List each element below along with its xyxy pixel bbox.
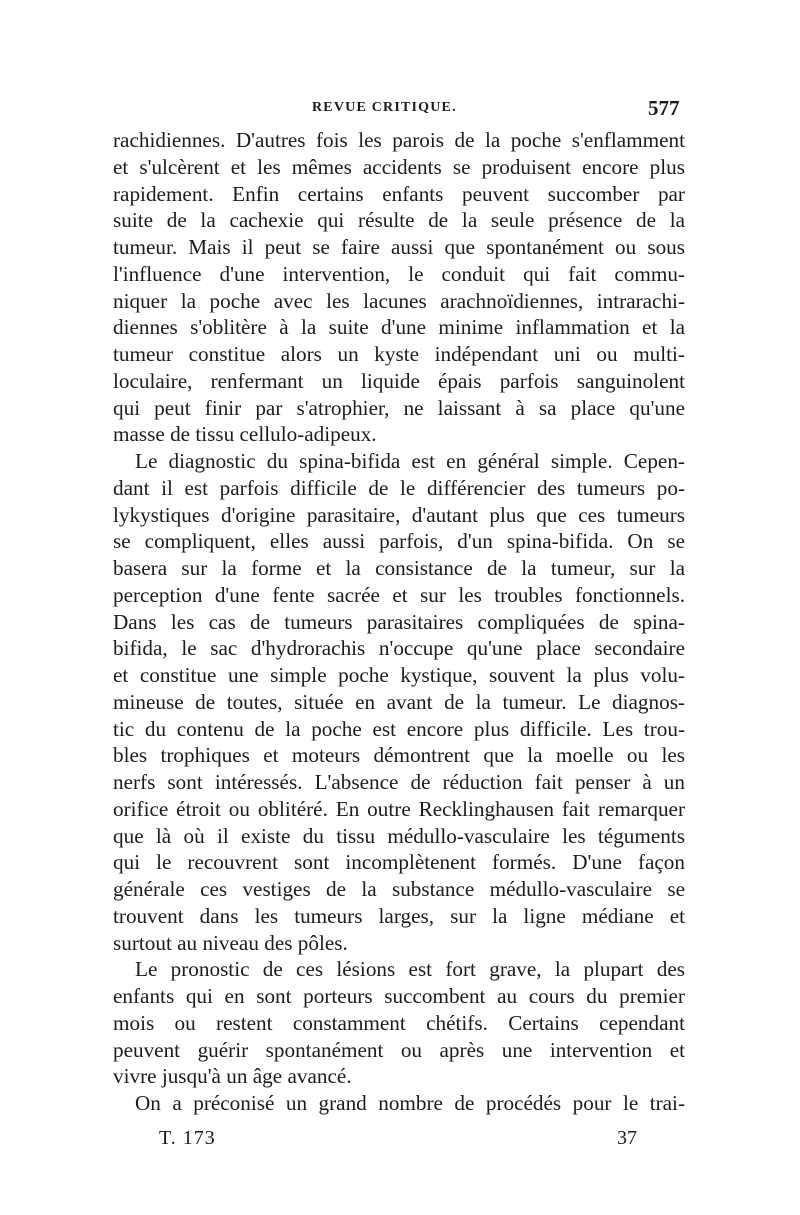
paragraph-1	[113, 127, 685, 448]
running-title: REVUE CRITIQUE.	[312, 100, 457, 115]
text-line: que là où il existe du tissu médullo-vasculaire les téguments	[113, 823, 685, 848]
text-line: générale ces vestiges de la substance médullo-vasculaire se	[113, 877, 685, 901]
text-line: enfants qui en sont porteurs succombent au cours du premier	[113, 984, 685, 1008]
text-line: mois ou restent constamment chétifs. Certains cependant	[113, 1010, 685, 1035]
text-line: tic du contenu de la poche est encore plus difficile. Les trou-	[113, 716, 685, 741]
text-line: bifida, le sac d'hydrorachis n'occupe qu'une place secondaire	[113, 636, 685, 661]
text-line: rapidement. Enfin certains enfants peuvent succomber par	[113, 181, 685, 206]
text-line: peuvent guérir spontanément ou après une intervention et	[113, 1037, 685, 1062]
page-footer	[0, 1127, 800, 1157]
text-line: surtout au niveau des pôles.	[113, 930, 348, 955]
text-line: loculaire, renfermant un liquide épais parfois sanguinolent	[113, 368, 685, 393]
text-line: tumeur. Mais il peut se faire aussi que spontanément ou sous	[113, 235, 685, 259]
running-head	[0, 96, 800, 122]
signature-number: 37	[617, 1127, 637, 1149]
body-text	[113, 127, 685, 1117]
text-line: vivre jusqu'à un âge avancé.	[113, 1064, 352, 1089]
text-line: On a préconisé un grand nombre de procédés pour le trai-	[135, 1091, 685, 1115]
text-line: orifice étroit ou oblitéré. En outre Recklinghausen fait remarquer	[113, 796, 685, 821]
text-line: Le pronostic de ces lésions est fort grave, la plupart des	[135, 957, 685, 982]
signature-mark: T. 173	[159, 1127, 216, 1149]
text-line: suite de la cachexie qui résulte de la seule présence de la	[113, 208, 685, 233]
paragraph-3	[113, 956, 685, 1090]
page-number: 577	[648, 96, 680, 120]
text-line: basera sur la forme et la consistance de la tumeur, sur la	[113, 556, 685, 580]
text-line: dant il est parfois difficile de le différencier des tumeurs po-	[113, 475, 685, 500]
text-line: nerfs sont intéressés. L'absence de réduction fait penser à un	[113, 770, 685, 794]
text-line: rachidiennes. D'autres fois les parois de la poche s'enflamment	[113, 128, 685, 152]
text-line: Dans les cas de tumeurs parasitaires compliquées de spina-	[113, 609, 685, 634]
text-line: se compliquent, elles aussi parfois, d'un spina-bifida. On se	[113, 529, 685, 554]
text-line: perception d'une fente sacrée et sur les troubles fonctionnels.	[113, 582, 685, 607]
text-line: qui peut finir par s'atrophier, ne laissant à sa place qu'une	[113, 395, 685, 420]
text-line: mineuse de toutes, située en avant de la tumeur. Le diagnos-	[113, 689, 685, 714]
text-line: l'influence d'une intervention, le conduit qui fait commu-	[113, 261, 685, 286]
text-line: niquer la poche avec les lacunes arachnoïdiennes, intrarachi-	[113, 288, 685, 313]
text-line: masse de tissu cellulo-adipeux.	[113, 422, 377, 447]
text-line: diennes s'oblitère à la suite d'une minime inflammation et la	[113, 315, 685, 340]
text-line: trouvent dans les tumeurs larges, sur la ligne médiane et	[113, 903, 685, 928]
paragraph-2	[113, 448, 685, 956]
text-line: Le diagnostic du spina-bifida est en général simple. Cepen-	[135, 449, 685, 473]
text-line: et s'ulcèrent et les mêmes accidents se produisent encore plus	[113, 154, 685, 179]
paragraph-4	[113, 1090, 685, 1117]
text-line: et constitue une simple poche kystique, souvent la plus volu-	[113, 663, 685, 687]
text-line: lykystiques d'origine parasitaire, d'autant plus que ces tumeurs	[113, 502, 685, 527]
text-line: tumeur constitue alors un kyste indépendant uni ou multi-	[113, 342, 685, 366]
text-line: qui le recouvrent sont incomplètenent formés. D'une façon	[113, 850, 685, 875]
text-line: bles trophiques et moteurs démontrent que la moelle ou les	[113, 743, 685, 768]
